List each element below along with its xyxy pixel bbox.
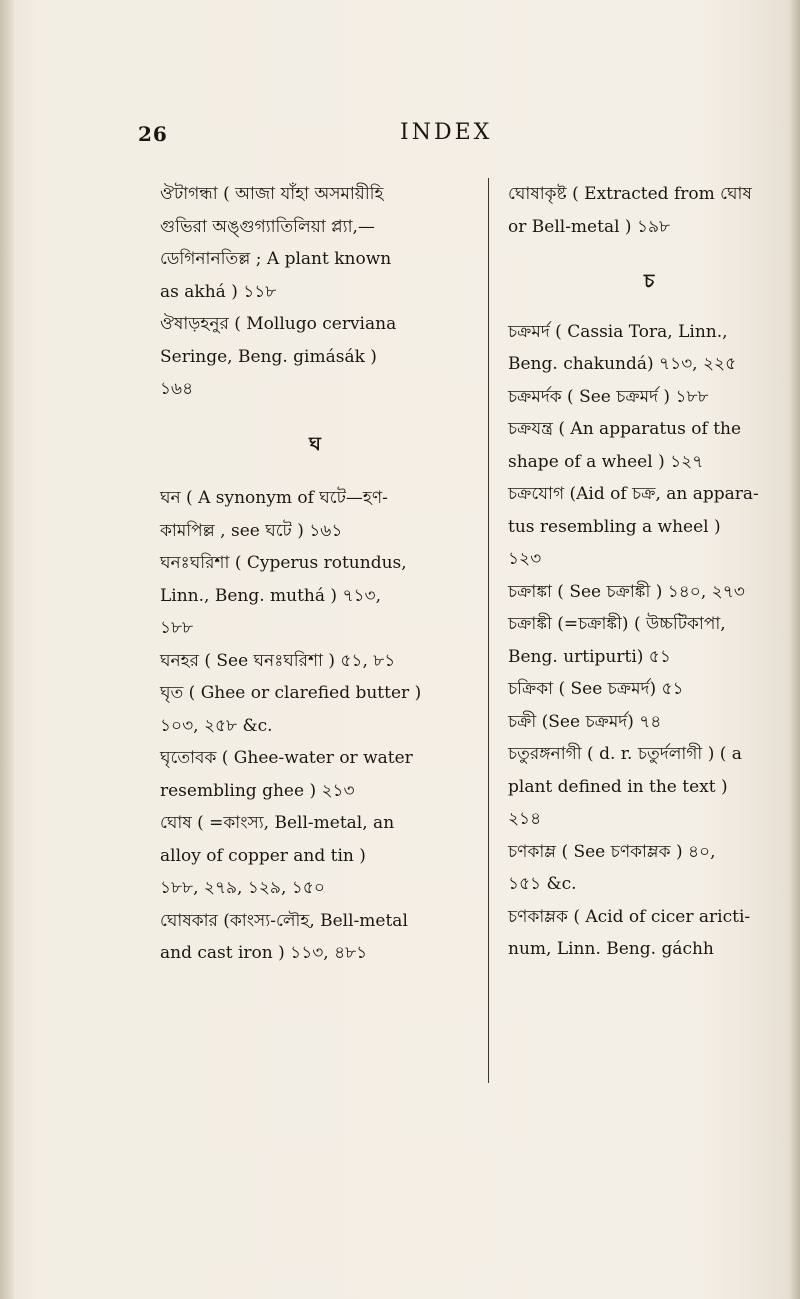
entry-line: Beng. urtipurti) ৫১ xyxy=(508,646,671,667)
entry-line: গুভিরা অঙ্গুগ্যাতিলিয়া প্ল্যা,— xyxy=(160,216,375,237)
entry-line: ১০৩, ২৫৮ &c. xyxy=(160,715,273,736)
section-letter: চ xyxy=(644,270,655,292)
entry-line: or Bell-metal ) ১৯৮ xyxy=(508,216,671,237)
entry-line: tus resembling a wheel ) xyxy=(508,516,721,537)
index-entry xyxy=(160,677,470,742)
entry-line: ঔটাগন্ধা ( আজা যাঁহা অসমায়ীহি xyxy=(160,184,384,204)
running-title: INDEX xyxy=(400,120,493,145)
index-entry xyxy=(160,742,470,807)
index-entry xyxy=(508,413,800,478)
entry-line: চক্রমর্দ ( Cassia Tora, Linn., xyxy=(508,321,728,342)
entry-line: ১৮৮, ২৭৯, ১২৯, ১৫০ xyxy=(160,878,325,898)
page-left-edge xyxy=(0,0,14,1299)
index-entry xyxy=(160,308,470,406)
entry-line: ১৬৪ xyxy=(160,379,194,399)
entry-line: চক্রী (See চক্রমর্দ) ৭৪ xyxy=(508,711,662,732)
entry-line: ঘোষকার (কাংস্য-লৌহ, Bell-metal xyxy=(160,910,408,931)
entry-line: ২১৪ xyxy=(508,809,542,829)
index-entry xyxy=(160,645,470,678)
entry-line: ঘৃতোবক ( Ghee-water or water xyxy=(160,748,413,768)
entry-line: ঘৃত ( Ghee or clarefied butter ) xyxy=(160,683,422,703)
entry-line: ঔষাড়হনুর ( Mollugo cerviana xyxy=(160,314,397,334)
entry-line: চক্রিকা ( See চক্রমর্দ) ৫১ xyxy=(508,679,684,699)
entry-line: চণকাম্লক ( Acid of cicer aricti- xyxy=(508,906,751,927)
section-letter: ঘ xyxy=(309,432,321,455)
page-header xyxy=(0,122,800,152)
entry-line: ঘন ( A synonym of ঘটে—হণ- xyxy=(160,488,388,508)
index-entry xyxy=(508,316,800,381)
entry-line: চক্রযোগ (Aid of চক্র, an appara- xyxy=(508,484,759,504)
index-entry xyxy=(508,576,800,609)
index-entry xyxy=(508,706,800,739)
entry-line: plant defined in the text ) xyxy=(508,776,728,797)
index-entry xyxy=(160,547,470,645)
entry-line: ডেগিনানতিল্ল ; A plant known xyxy=(160,249,392,269)
index-entry xyxy=(160,178,470,308)
index-entry xyxy=(160,482,470,547)
right-column xyxy=(508,178,800,966)
entry-line: চক্রাঙ্কা ( See চক্রাঙ্কী ) ১৪০, ২৭৩ xyxy=(508,581,745,602)
index-entry xyxy=(160,905,470,970)
entry-line: ঘনহর ( See ঘনঃঘরিশা ) ৫১, ৮১ xyxy=(160,650,396,671)
index-entry xyxy=(508,836,800,901)
entry-line: and cast iron ) ১১৩, ৪৮১ xyxy=(160,943,368,963)
entry-line: চক্রাঙ্কী (=চক্রাঙ্কী) ( উচ্চটিকাপা, xyxy=(508,614,726,634)
entry-line: Seringe, Beng. gimásák ) xyxy=(160,346,377,367)
entry-line: চক্রযন্ত্র ( An apparatus of the xyxy=(508,419,742,439)
entry-line: ঘোষ ( =কাংস্য, Bell-metal, an xyxy=(160,813,395,833)
entry-line: resembling ghee ) ২১৩ xyxy=(160,780,355,801)
entry-line: Beng. chakundá) ৭১৩, ২২৫ xyxy=(508,354,737,374)
entry-line: চক্রমর্দক ( See চক্রমর্দ ) ১৮৮ xyxy=(508,386,709,407)
entry-line: as akhá ) ১১৮ xyxy=(160,281,277,302)
entry-line: ১৫১ &c. xyxy=(508,874,577,894)
index-entry xyxy=(508,608,800,673)
index-entry xyxy=(508,478,800,576)
entry-line: কামপিল্ল , see ঘটে ) ১৬১ xyxy=(160,520,343,541)
entry-line: ১২৩ xyxy=(508,549,542,569)
index-entry xyxy=(508,178,800,243)
entry-line: ঘোষাকৃষ্ট ( Extracted from ঘোষ xyxy=(508,184,752,204)
entry-line: ঘনঃঘরিশা ( Cyperus rotundus, xyxy=(160,553,407,573)
index-entry xyxy=(508,381,800,414)
entry-line: alloy of copper and tin ) xyxy=(160,845,366,866)
index-entry xyxy=(160,807,470,905)
left-column xyxy=(160,178,470,970)
column-divider xyxy=(488,178,489,1083)
entry-line: num, Linn. Beng. gáchh xyxy=(508,939,714,959)
index-entry xyxy=(508,901,800,966)
index-entry xyxy=(508,673,800,706)
index-entry xyxy=(508,738,800,836)
entry-line: চতুরঙ্গনাগী ( d. r. চতুর্দলাগী ) ( a xyxy=(508,744,742,764)
page-number: 26 xyxy=(138,122,168,146)
entry-line: ১৮৮ xyxy=(160,618,194,638)
entry-line: shape of a wheel ) ১২৭ xyxy=(508,451,704,472)
entry-line: Linn., Beng. muthá ) ৭১৩, xyxy=(160,585,381,606)
entry-line: চণকাম্ল ( See চণকাম্লক ) ৪০, xyxy=(508,841,716,862)
